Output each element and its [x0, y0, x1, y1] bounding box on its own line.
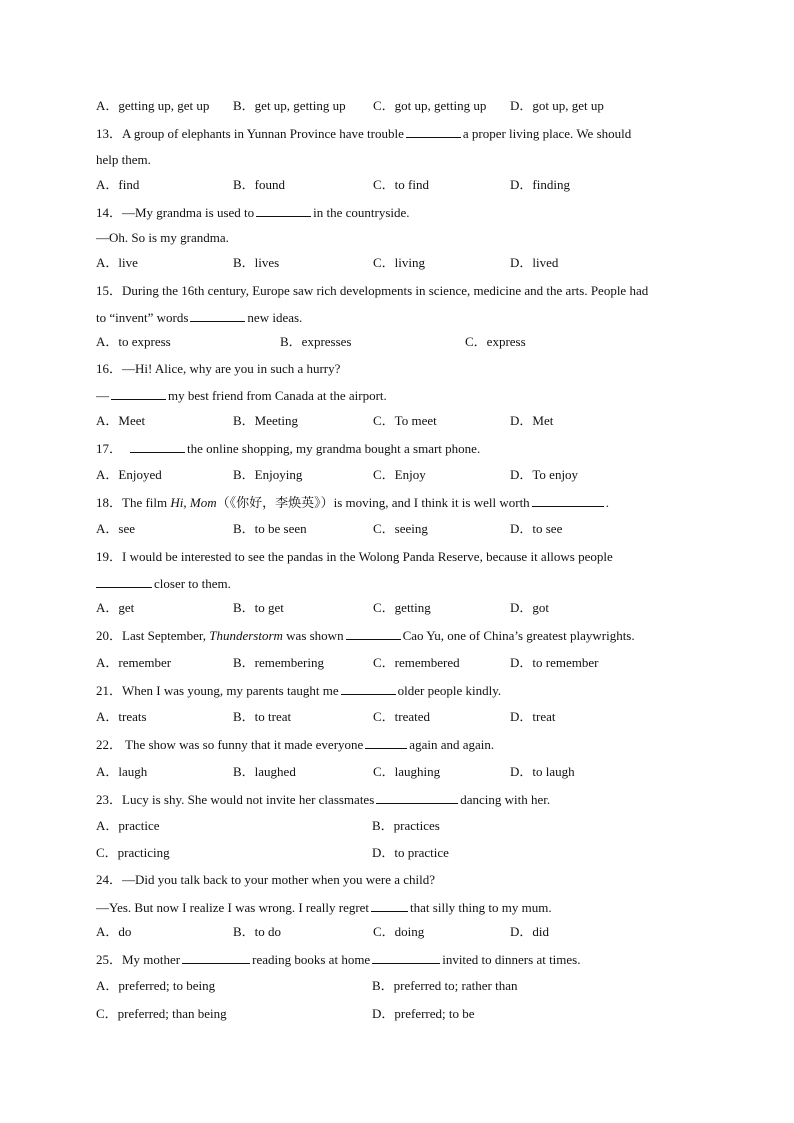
- q14-stem: 14．—My grandma is used to in the countryside.: [96, 205, 410, 220]
- q14-reply: —Oh. So is my grandma.: [96, 230, 229, 245]
- q15-stem: 15．During the 16th century, Europe saw rich developments in science, medicine and the arts. People had: [96, 283, 649, 298]
- q24-option-b: B．to do: [233, 924, 282, 939]
- q18-option-d: D．to see: [510, 521, 563, 536]
- q23-option-c: C．practicing: [96, 845, 170, 860]
- q16-stem: 16．—Hi! Alice, why are you in such a hurry?: [96, 361, 341, 376]
- q21-option-c: C．treated: [373, 709, 431, 724]
- q19-stem: 19．I would be interested to see the pandas in the Wolong Panda Reserve, because it allows people: [96, 549, 613, 564]
- q13-option-a: A．find: [96, 177, 140, 192]
- q19-option-d: D．got: [510, 600, 550, 615]
- q17-option-c: C．Enjoy: [373, 467, 426, 482]
- q21-option-a: A．treats: [96, 709, 147, 724]
- q15-option-a: A．to express: [96, 334, 171, 349]
- q16-option-b: B．Meeting: [233, 413, 298, 428]
- q17-option-b: B．Enjoying: [233, 467, 303, 482]
- q22-stem: 22． The show was so funny that it made everyone again and again.: [96, 737, 495, 752]
- q18-option-a: A．see: [96, 521, 135, 536]
- q12-option-d: D．got up, get up: [510, 98, 604, 113]
- answer-blank: [371, 899, 408, 912]
- q17-stem: 17． the online shopping, my grandma bought a smart phone.: [96, 441, 481, 456]
- answer-blank: [256, 204, 311, 217]
- q25-stem: 25．My mother reading books at home invited to dinners at times.: [96, 952, 581, 967]
- answer-blank: [376, 791, 458, 804]
- q24-reply: —Yes. But now I realize I was wrong. I really regret that silly thing to my mum.: [96, 900, 552, 915]
- q22-option-a: A．laugh: [96, 764, 148, 779]
- q22-option-b: B．laughed: [233, 764, 296, 779]
- q21-option-d: D．treat: [510, 709, 556, 724]
- q23-option-b: B．practices: [372, 818, 440, 833]
- answer-blank: [341, 682, 396, 695]
- q12-option-c: C．got up, getting up: [373, 98, 487, 113]
- q19-stem-cont: closer to them.: [96, 575, 231, 592]
- q13-stem-cont: help them.: [96, 152, 151, 167]
- q13-option-b: B．found: [233, 177, 286, 192]
- q25-option-b: B．preferred to; rather than: [372, 978, 518, 993]
- q20-option-c: C．remembered: [373, 655, 460, 670]
- answer-blank: [182, 951, 250, 964]
- q13-option-c: C．to find: [373, 177, 429, 192]
- answer-blank: [130, 440, 185, 453]
- q20-option-a: A．remember: [96, 655, 172, 670]
- q18-option-c: C．seeing: [373, 521, 428, 536]
- q21-stem: 21．When I was young, my parents taught me older people kindly.: [96, 683, 502, 698]
- q22-option-c: C．laughing: [373, 764, 441, 779]
- q23-option-d: D．to practice: [372, 845, 449, 860]
- q22-option-d: D．to laugh: [510, 764, 575, 779]
- q23-option-a: A．practice: [96, 818, 160, 833]
- q16-option-d: D．Met: [510, 413, 554, 428]
- q25-option-c: C．preferred; than being: [96, 1006, 227, 1021]
- film-title: Hi, Mom: [170, 495, 217, 510]
- q25-option-d: D．preferred; to be: [372, 1006, 475, 1021]
- play-title: Thunderstorm: [209, 628, 283, 643]
- q15-stem-cont: to “invent” words new ideas.: [96, 310, 303, 325]
- q20-stem: 20．Last September, Thunderstorm was shown Cao Yu, one of China’s greatest playwrights.: [96, 628, 635, 643]
- answer-blank: [346, 627, 401, 640]
- q16-reply: — my best friend from Canada at the airport.: [96, 388, 387, 403]
- answer-blank: [190, 309, 245, 322]
- q16-option-a: A．Meet: [96, 413, 146, 428]
- q24-option-d: D．did: [510, 924, 550, 939]
- q18-stem: 18．The film Hi, Mom（《你好，李焕英》）is moving, and I think it is well worth .: [96, 495, 609, 510]
- q14-option-b: B．lives: [233, 255, 280, 270]
- q20-option-b: B．remembering: [233, 655, 324, 670]
- q13-option-d: D．finding: [510, 177, 570, 192]
- q17-option-d: D．To enjoy: [510, 467, 579, 482]
- q20-option-d: D．to remember: [510, 655, 599, 670]
- q24-option-c: C．doing: [373, 924, 425, 939]
- answer-blank: [365, 736, 407, 749]
- q24-stem: 24．—Did you talk back to your mother when you were a child?: [96, 872, 435, 887]
- answer-blank: [96, 575, 152, 588]
- q23-stem: 23．Lucy is shy. She would not invite her classmates dancing with her.: [96, 792, 551, 807]
- q14-option-a: A．live: [96, 255, 138, 270]
- q19-option-b: B．to get: [233, 600, 284, 615]
- q19-option-c: C．getting: [373, 600, 431, 615]
- answer-blank: [406, 125, 461, 138]
- q13-stem: 13．A group of elephants in Yunnan Province have trouble a proper living place. We should: [96, 126, 632, 141]
- q14-option-c: C．living: [373, 255, 426, 270]
- q25-option-a: A．preferred; to being: [96, 978, 216, 993]
- answer-blank: [532, 494, 604, 507]
- q14-option-d: D．lived: [510, 255, 559, 270]
- q16-option-c: C．To meet: [373, 413, 437, 428]
- q18-option-b: B．to be seen: [233, 521, 307, 536]
- q24-option-a: A．do: [96, 924, 132, 939]
- answer-blank: [111, 387, 166, 400]
- q19-option-a: A．get: [96, 600, 135, 615]
- q15-option-c: C．express: [465, 334, 526, 349]
- q21-option-b: B．to treat: [233, 709, 292, 724]
- q12-option-b: B．get up, getting up: [233, 98, 346, 113]
- q12-option-a: A．getting up, get up: [96, 98, 210, 113]
- q15-option-b: B．expresses: [280, 334, 352, 349]
- answer-blank: [372, 951, 440, 964]
- q17-option-a: A．Enjoyed: [96, 467, 162, 482]
